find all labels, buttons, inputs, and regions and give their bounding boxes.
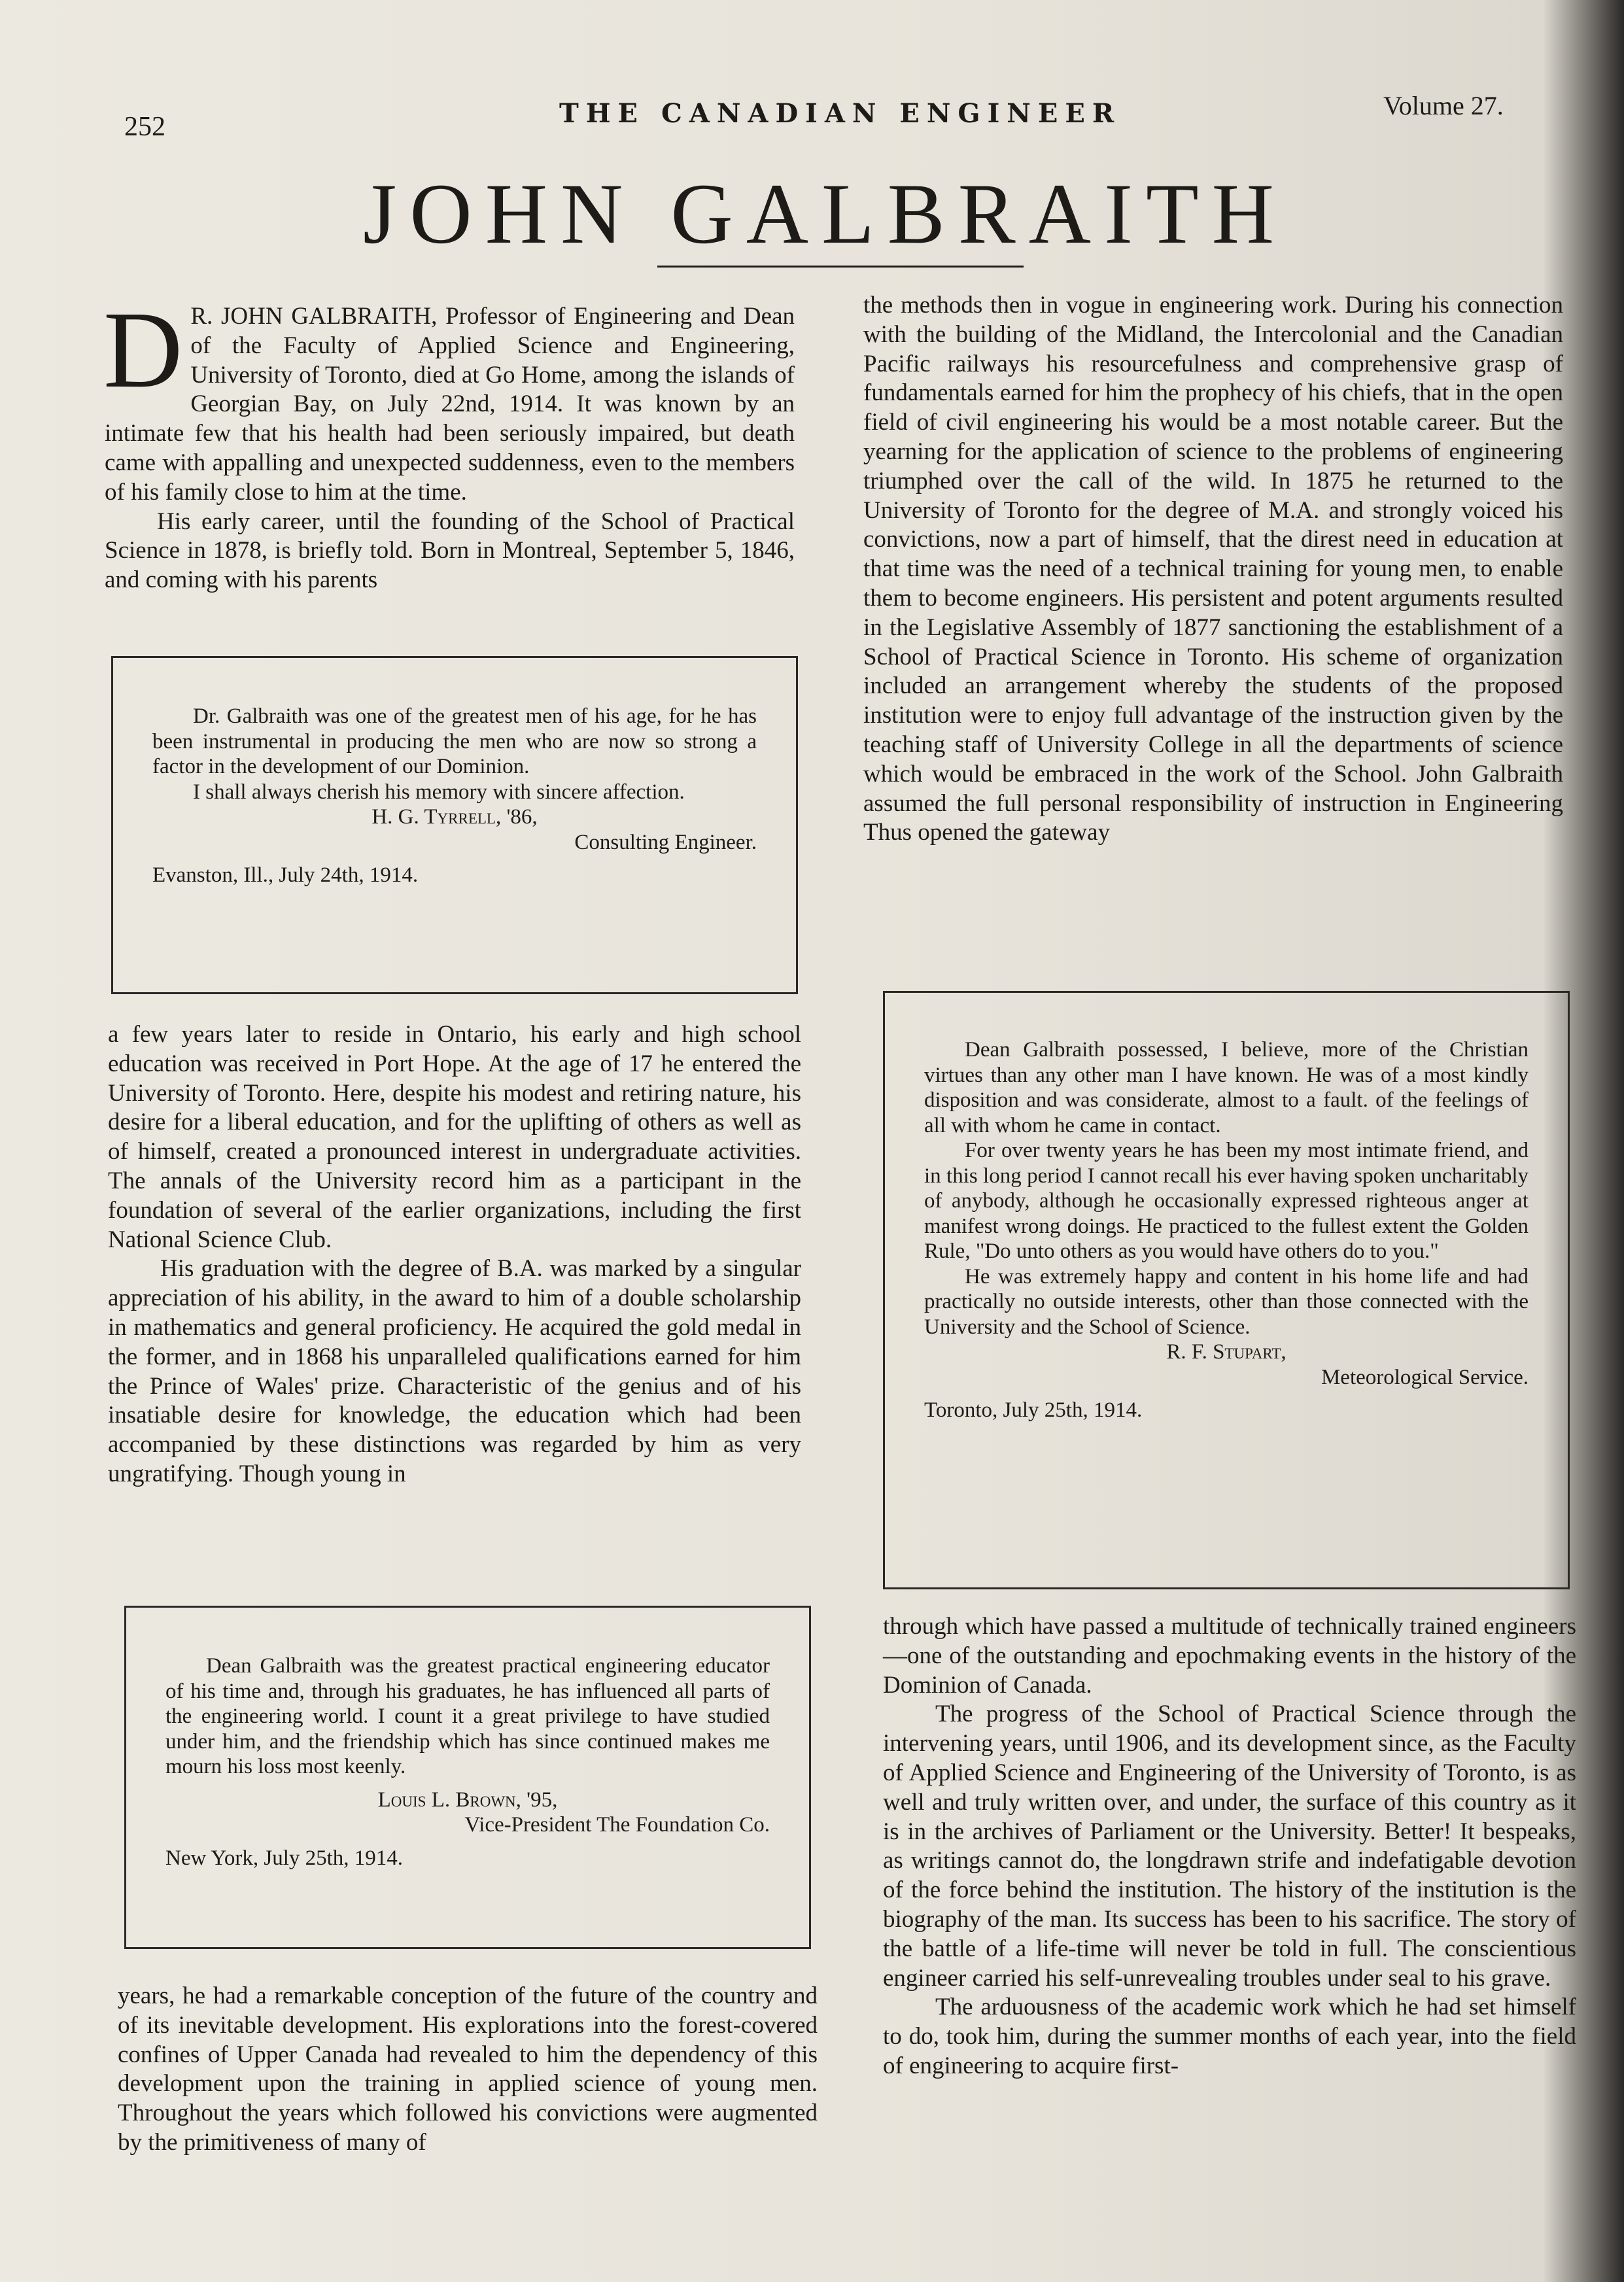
brown-date: New York, July 25th, 1914. (165, 1846, 404, 1870)
stupart-role: Meteorological Service. (1321, 1365, 1529, 1389)
stupart-tribute-box (883, 991, 1570, 1589)
page-number: 252 (124, 112, 165, 142)
right-column-block-2 (883, 1612, 1576, 2081)
stupart-tribute-p2: For over twenty years he has been my most intimate friend, and in this long period I cannot recall his ever having spoken uncharitably of anybody, although he occasionally expressed righteous anger at manifest wrong doings. He practiced to the fullest extent the Golden Rule, "Do unto others as you would have others do to you." (924, 1139, 1529, 1263)
progress-paragraph: The progress of the School of Practical Science through the intervening years, until 1906, and its development since, as the Faculty of Applied Science and Engineering of the University of Toronto, is as well and truly written over, and under, the surface of this country as it is in the archives of Parliament or the University. Better! It bespeaks, as writings cannot do, the longdrawn strife and indefatigable devotion of the force behind the institution. The history of the institution is the biography of the man. Its success has been to his sacrifice. The story of the battle of a life-time will never be told in full. The conscientious engineer carried his self-unrevealing troubles under seal to his grave. (883, 1701, 1576, 1992)
brown-tribute-p1: Dean Galbraith was the greatest practical engineering educator of his time and, through his graduates, he has influenced all parts of the engineering world. I count it a great privilege to have studied under him, and the friendship which has since continued makes me mourn his loss most keenly. (165, 1654, 770, 1778)
opening-paragraph-text: R. JOHN GALBRAITH, Professor of Engineering and Dean of the Faculty of Applied Science and Engineering, University of Toronto, died at Go Home, among the islands of Georgian Bay, on July 22nd, 1914. It was known by an intimate few that his health had been seriously impaired, but death came with appalling and unexpected suddenness, even to the members of his family close to him at the time. (105, 303, 795, 506)
right-column-block-1 (863, 291, 1563, 848)
stupart-tribute-p1: Dean Galbraith possessed, I believe, more of the Christian virtues than any other man I have known. He was of a most kindly disposition and was considerate, almost to a fault. of the feelings of all with whom he came in contact. (924, 1038, 1529, 1137)
left-column-block-3 (118, 1982, 818, 2158)
drop-cap: D (103, 289, 183, 411)
journal-title: THE CANADIAN ENGINEER (559, 98, 1122, 129)
methods-paragraph: the methods then in vogue in engineering work. During his connection with the building of the Midland, the Intercolonial and the Canadian Pacific railways his resourcefulness and comprehensive grasp of fundamentals earned for him the prophecy of his chiefs, that in the open field of civil engineering his would be a most notable career. But the yearning for the application of science to the problems of engineering triumphed over the call of the wild. In 1875 he returned to the University of Toronto for the degree of M.A. and strongly voiced his convictions, now a part of himself, that the direst need in education at that time was the need of a technical training for young men, to enable them to become engineers. His persistent and potent arguments resulted in the Legislative Assembly of 1877 sanctioning the establishment of a School of Practical Science in Toronto. His scheme of organization included an arrangement whereby the students of the proposed institution were to enjoy full advantage of the instruction given by the teaching staff of University College in all the departments of science which would be embraced in the work of the School. John Galbraith assumed the full personal responsibility of instruction in Engineering Thus opened the gateway (863, 292, 1563, 846)
volume-label: Volume 27. (1383, 91, 1504, 120)
tyrrell-tribute-p2: I shall always cherish his memory with sincere affection. (193, 780, 685, 804)
title-rule (657, 266, 1024, 268)
left-column-block-2 (108, 1020, 801, 1489)
arduousness-paragraph: The arduousness of the academic work which he had set himself to do, took him, during the summer months of each year, into the field of engineering to acquire first- (883, 1994, 1576, 2079)
brown-name: Louis L. Brown, '95, (377, 1788, 558, 1812)
tyrrell-tribute-box (111, 656, 798, 994)
article-title: JOHN GALBRAITH (363, 165, 1287, 262)
stupart-tribute-p3: He was extremely happy and content in his home life and had practically no outside interests, other than those connected with the University and the School of Science. (924, 1264, 1529, 1339)
tyrrell-tribute-p1: Dr. Galbraith was one of the greatest men of his age, for he has been instrumental in producing the men who are now so strong a factor in the development of our Dominion. (152, 704, 757, 778)
brown-tribute-box (124, 1606, 811, 1949)
tyrrell-role: Consulting Engineer. (574, 830, 757, 854)
opening-paragraph (103, 289, 795, 508)
tyrrell-date: Evanston, Ill., July 24th, 1914. (152, 863, 419, 887)
vision-paragraph: years, he had a remarkable conception of the future of the country and of its inevitable development. His explorations into the forest-covered confines of Upper Canada had revealed to him the dependency of this development upon the training in applied science of young men. Throughout the years which followed his convictions were augmented by the primitiveness of many of (118, 1982, 818, 2156)
left-column-block-1 (103, 289, 795, 595)
early-career-paragraph: His early career, until the founding of the School of Practical Science in 1878, is briefly told. Born in Montreal, September 5, 1846, and coming with his parents (105, 508, 795, 594)
stupart-name: R. F. Stupart, (1166, 1340, 1287, 1364)
tyrrell-name: H. G. Tyrrell, '86, (371, 805, 538, 829)
running-header (0, 85, 1624, 142)
stupart-date: Toronto, July 25th, 1914. (924, 1398, 1143, 1422)
education-paragraph: a few years later to reside in Ontario, his early and high school education was received in Port Hope. At the age of 17 he entered the University of Toronto. Here, despite his modest and retiring nature, his desire for a liberal education, and for the uplifting of others as well as of himself, created a pronounced interest in undergraduate activities. The annals of the University record him as a participant in the foundation of several of the earlier organizations, including the first National Science Club. (108, 1021, 801, 1253)
brown-role: Vice-President The Foundation Co. (464, 1813, 770, 1837)
gateway-paragraph: through which have passed a multitude of technically trained engineers—one of the outstanding and epochmaking events in the history of the Dominion of Canada. (883, 1613, 1576, 1699)
graduation-paragraph: His graduation with the degree of B.A. was marked by a singular appreciation of his ability, in the award to him of a double scholarship in mathematics and general proficiency. He acquired the gold medal in the former, and in 1868 his unparalleled qualifications earned for him the Prince of Wales' prize. Characteristic of the genius and of his insatiable desire for knowledge, the education which had been accompanied by these distinctions was regarded by him as very ungratifying. Though young in (108, 1255, 801, 1487)
